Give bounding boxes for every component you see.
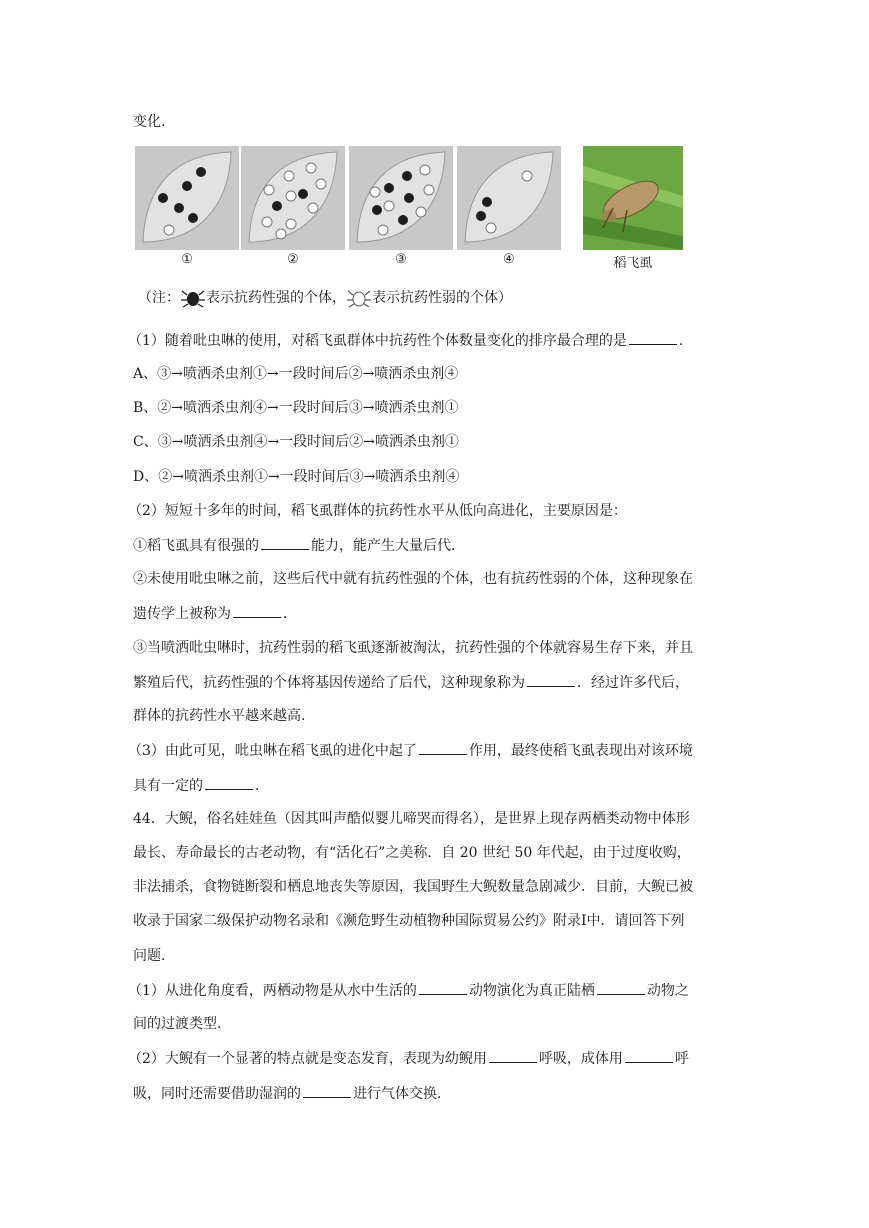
q3-pre: （3）由此可见，吡虫啉在稻飞虱的进化中起了	[128, 743, 417, 759]
q1-stem-text: （1）随着吡虫啉的使用，对稻飞虱群体中抗药性个体数量变化的排序最合理的是	[128, 333, 627, 349]
q44-p1-post: 动物之	[646, 983, 689, 999]
light-insect-icon	[346, 288, 372, 308]
planthopper-illustration	[583, 146, 683, 250]
note-prefix: （注：	[138, 290, 180, 306]
q1-option-a: A、③→喷洒杀虫剂①→一段时间后②→喷洒杀虫剂④	[133, 366, 459, 382]
figure-note	[138, 288, 512, 308]
q1-option-b: B、②→喷洒杀虫剂④→一段时间后③→喷洒杀虫剂①	[133, 400, 459, 416]
q2-c-post: ．经过许多代后，	[577, 675, 689, 691]
leaf-panel-3	[349, 146, 453, 250]
q3-line2-post: ．	[255, 778, 269, 794]
answer-blank	[419, 980, 467, 995]
answer-blank	[527, 672, 575, 687]
panel-label-2: ②	[287, 252, 299, 267]
q44-line5: 问题．	[133, 948, 175, 964]
answer-blank	[303, 1083, 351, 1098]
q3-line2-pre: 具有一定的	[133, 778, 203, 794]
photo-label: 稻飞虱	[613, 256, 653, 271]
q44-part2-line1	[128, 1048, 689, 1069]
q44-p2-mid: 呼吸，成体用	[538, 1051, 623, 1067]
q44-p1-pre: （1）从进化角度看，两栖动物是从水中生活的	[128, 983, 417, 999]
q1-option-d: D、②→喷洒杀虫剂①→一段时间后③→喷洒杀虫剂④	[133, 469, 460, 485]
insect-figure	[133, 146, 693, 271]
leaf-panel-4	[457, 146, 561, 250]
answer-blank	[625, 1048, 673, 1063]
dark-insect-icon	[180, 288, 206, 308]
q2-a-pre: ①稻飞虱具有很强的	[133, 538, 259, 554]
q2-item-a	[133, 535, 465, 556]
q2-item-c-line2	[133, 672, 689, 693]
figure-panel-2	[241, 146, 345, 250]
q2-stem: （2）短短十多年的时间，稻飞虱群体的抗药性水平从低向高进化，主要原因是：	[128, 503, 627, 519]
answer-blank	[233, 603, 281, 618]
q44-p2-pre: （2）大鲵有一个显著的特点就是变态发育，表现为幼鲵用	[128, 1051, 487, 1067]
q44-part2-line2	[133, 1083, 451, 1104]
q44-p1-mid: 动物演化为真正陆栖	[468, 983, 595, 999]
answer-blank	[419, 740, 467, 755]
panel-label-4: ④	[503, 252, 515, 267]
q44-p2-post: 呼	[674, 1051, 689, 1067]
note-dark-desc: 表示抗药性强的个体，	[206, 290, 346, 306]
q2-b-pre: 遗传学上被称为	[133, 606, 231, 622]
q3-line1	[128, 740, 693, 761]
figure-panel-1	[135, 146, 239, 250]
answer-blank	[597, 980, 645, 995]
q44-part1-line2: 间的过渡类型．	[133, 1016, 231, 1032]
q2-item-c-line3: 群体的抗药性水平越来越高.	[133, 708, 306, 724]
top-text: 变化.	[133, 114, 166, 130]
answer-blank	[205, 775, 253, 790]
q3-mid: 作用，最终使稻飞虱表现出对该环境	[468, 743, 693, 759]
q2-item-b-line2	[133, 603, 297, 624]
q2-item-b-line1: ②未使用吡虫啉之前，这些后代中就有抗药性强的个体，也有抗药性弱的个体，这种现象在	[133, 571, 693, 587]
q44-p2-line2-post: 进行气体交换．	[353, 1086, 451, 1102]
q44-line2: 最长、寿命最长的古老动物，有“活化石”之美称．自 20 世纪 50 年代起，由于过度收购，	[133, 845, 691, 861]
q1-stem-end: ．	[678, 333, 693, 349]
q44-line4: 收录于国家二级保护动物名录和《濒危野生动植物种国际贸易公约》附录Ⅰ中．请回答下列	[133, 913, 685, 929]
leaf-panel-2	[241, 146, 345, 250]
q3-line2	[133, 775, 269, 796]
answer-blank	[261, 535, 309, 550]
planthopper-photo	[583, 146, 683, 250]
q2-a-post: 能力，能产生大量后代．	[311, 538, 465, 554]
leaf-panel-1	[135, 146, 239, 250]
q44-line1: 44．大鲵，俗名娃娃鱼（因其叫声酷似婴儿啼哭而得名），是世界上现存两栖类动物中体形	[133, 811, 690, 827]
q1-stem	[128, 330, 693, 351]
answer-blank	[629, 330, 677, 345]
q2-c-pre: 繁殖后代，抗药性强的个体将基因传递给了后代，这种现象称为	[133, 675, 525, 691]
q44-p2-line2-pre: 吸，同时还需要借助湿润的	[133, 1086, 301, 1102]
figure-panel-4	[457, 146, 561, 250]
q1-option-c: C、③→喷洒杀虫剂④→一段时间后②→喷洒杀虫剂①	[133, 434, 459, 450]
panel-label-3: ③	[395, 252, 407, 267]
q2-item-c-line1: ③当喷洒吡虫啉时，抗药性弱的稻飞虱逐渐被淘汰，抗药性强的个体就容易生存下来，并且	[133, 640, 693, 656]
q2-b-post: ．	[283, 606, 297, 622]
panel-label-1: ①	[181, 252, 193, 267]
figure-panel-3	[349, 146, 453, 250]
q44-line3: 非法捕杀，食物链断裂和栖息地丧失等原因，我国野生大鲵数量急剧减少．目前，大鲵已被	[133, 879, 693, 895]
q44-part1-line1	[128, 980, 689, 1001]
note-light-desc: 表示抗药性弱的个体）	[372, 290, 512, 306]
answer-blank	[489, 1048, 537, 1063]
